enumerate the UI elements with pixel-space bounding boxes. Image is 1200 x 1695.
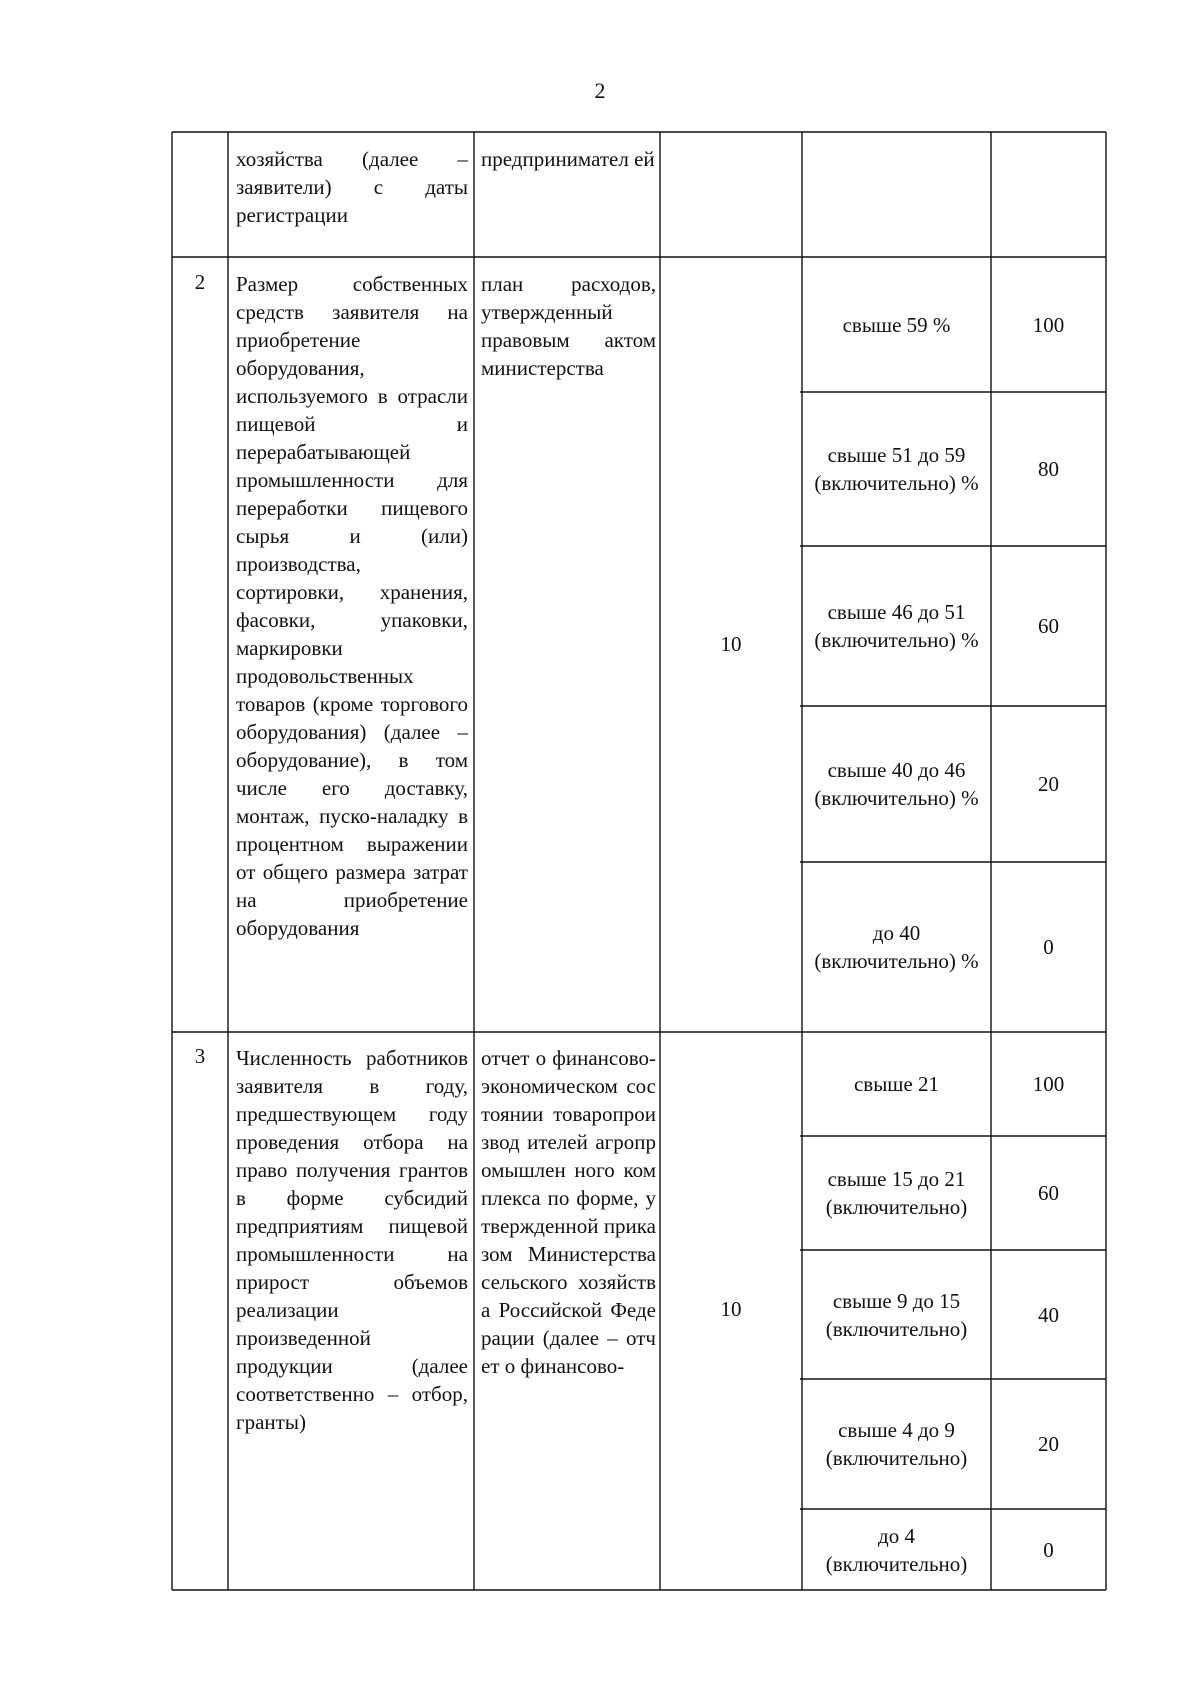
row3-weight: 10: [720, 1297, 742, 1321]
row3-grade4-score: 20: [1038, 1432, 1059, 1456]
row2-grade5-score: 0: [1043, 935, 1054, 959]
row3-grade5-range: до 4 (включительно): [825, 1523, 968, 1576]
row3-grade1-score: 100: [1032, 1072, 1065, 1096]
row3-number: 3: [194, 1044, 206, 1068]
row2-source: план расходов, утвержденный правовым актом министерства: [481, 272, 656, 380]
row3-source: отчет о финансово-экономическом состоянии товаропроизвод ителей агропромышлен ного комплекса по форме, утвержденной приказом Министерства сельского хозяйства Российской Федерации (далее – отчет о финансово-: [481, 1046, 656, 1378]
row1-source: предпринимател ей: [481, 147, 655, 171]
row2-grade2-range: свыше 51 до 59 (включительно) %: [814, 443, 979, 495]
row2-grade3-range: свыше 46 до 51 (включительно) %: [814, 600, 979, 652]
row2-grade4-range: свыше 40 до 46 (включительно) %: [814, 758, 979, 810]
row3-grade5-score: 0: [1043, 1537, 1054, 1562]
row2-criterion: Размер собственных средств заявителя на приобретение оборудования, используемого в отрасли пищевой и перерабатывающей промышленности для переработки пищевого сырья и (или) производства, сортировки, хранения, фасовки, упаковки, маркировки продовольственных товаров (кроме торгового оборудования) (далее – оборудование), в том числе его доставку, монтаж, пуско-наладку в процентном выражении от общего размера затрат на приобретение оборудования: [236, 272, 468, 940]
row1-criterion: хозяйства (далее – заявители) с даты регистрации: [236, 147, 468, 227]
row2-grade1-score: 100: [1032, 312, 1065, 337]
row3-grade3-range: свыше 9 до 15 (включительно): [825, 1288, 968, 1341]
row2-weight: 10: [720, 632, 742, 656]
row2-grade5-range: до 40 (включительно) %: [814, 921, 979, 973]
row2-grade3-score: 60: [1038, 614, 1059, 638]
row2-number: 2: [194, 270, 206, 294]
row2-grade1-range: свыше 59 %: [842, 312, 951, 337]
row3-grade3-score: 40: [1038, 1302, 1059, 1327]
row3-criterion: Численность работников заявителя в году, предшествующем году проведения отбора на право получения грантов в форме субсидий предприятиям пищевой промышленности на прирост объемов реализации произведенной продукции (далее соответственно – отбор, гранты): [236, 1046, 468, 1434]
row3-grade2-range: свыше 15 до 21 (включительно): [825, 1167, 968, 1219]
row3-grade1-range: свыше 21: [853, 1072, 940, 1096]
page-number: 2: [594, 78, 606, 103]
row2-grade4-score: 20: [1038, 772, 1059, 796]
row2-grade2-score: 80: [1038, 457, 1059, 481]
row3-grade2-score: 60: [1038, 1181, 1059, 1205]
row3-grade4-range: свыше 4 до 9 (включительно): [825, 1418, 968, 1470]
